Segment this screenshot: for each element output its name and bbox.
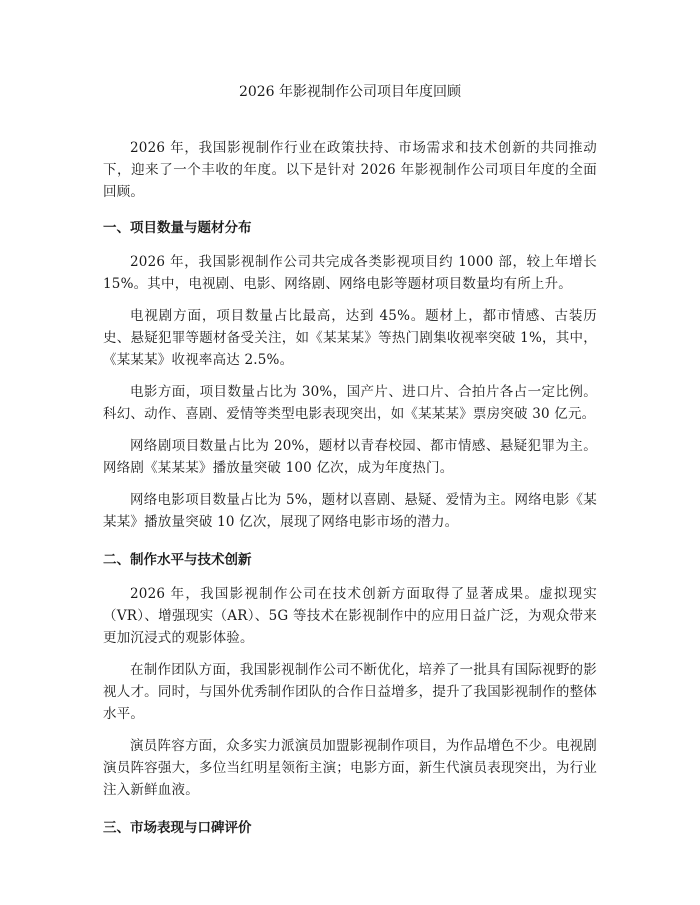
intro-paragraph: 2026 年，我国影视制作行业在政策扶持、市场需求和技术创新的共同推动下，迎来了一个丰收的年度。以下是针对 2026 年影视制作公司项目年度的全面回顾。 <box>103 140 597 200</box>
section-1 <box>103 217 597 533</box>
section-2 <box>103 549 597 801</box>
section-2-heading: 二、制作水平与技术创新 <box>103 552 252 568</box>
section-1-paragraph-3: 电影方面，项目数量占比为 30%，国产片、进口片、合拍片各占一定比例。科幻、动作、喜剧、爱情等类型电影表现突出，如《某某某》票房突破 30 亿元。 <box>103 384 597 422</box>
section-3 <box>103 817 597 839</box>
section-1-paragraph-1: 2026 年，我国影视制作公司共完成各类影视项目约 1000 部，较上年增长 15%。其中，电视剧、电影、网络剧、网络电影等题材项目数量均有所上升。 <box>103 254 597 292</box>
section-1-paragraph-5: 网络电影项目数量占比为 5%，题材以喜剧、悬疑、爱情为主。网络电影《某某某》播放量突破 10 亿次，展现了网络电影市场的潜力。 <box>103 492 597 530</box>
section-1-paragraph-4: 网络剧项目数量占比为 20%，题材以青春校园、都市情感、悬疑犯罪为主。网络剧《某某某》播放量突破 100 亿次，成为年度热门。 <box>103 438 597 476</box>
section-1-paragraph-2: 电视剧方面，项目数量占比最高，达到 45%。题材上，都市情感、古装历史、悬疑犯罪等题材备受关注，如《某某某》等热门剧集收视率突破 1%，其中，《某某某》收视率高达 2.5%。 <box>103 308 597 368</box>
document-title: 2026 年影视制作公司项目年度回顾 <box>238 84 462 100</box>
section-2-paragraph-1: 2026 年，我国影视制作公司在技术创新方面取得了显著成果。虚拟现实（VR）、增强现实（AR）、5G 等技术在影视制作中的应用日益广泛，为观众带来更加沉浸式的观影体验。 <box>103 586 597 646</box>
section-2-paragraph-3: 演员阵容方面，众多实力派演员加盟影视制作项目，为作品增色不少。电视剧演员阵容强大，多位当红明星领衔主演；电影方面，新生代演员表现突出，为行业注入新鲜血液。 <box>103 738 597 798</box>
section-3-heading: 三、市场表现与口碑评价 <box>103 820 252 836</box>
section-2-paragraph-2: 在制作团队方面，我国影视制作公司不断优化，培养了一批具有国际视野的影视人才。同时，与国外优秀制作团队的合作日益增多，提升了我国影视制作的整体水平。 <box>103 662 597 722</box>
section-1-heading: 一、项目数量与题材分布 <box>103 220 252 236</box>
